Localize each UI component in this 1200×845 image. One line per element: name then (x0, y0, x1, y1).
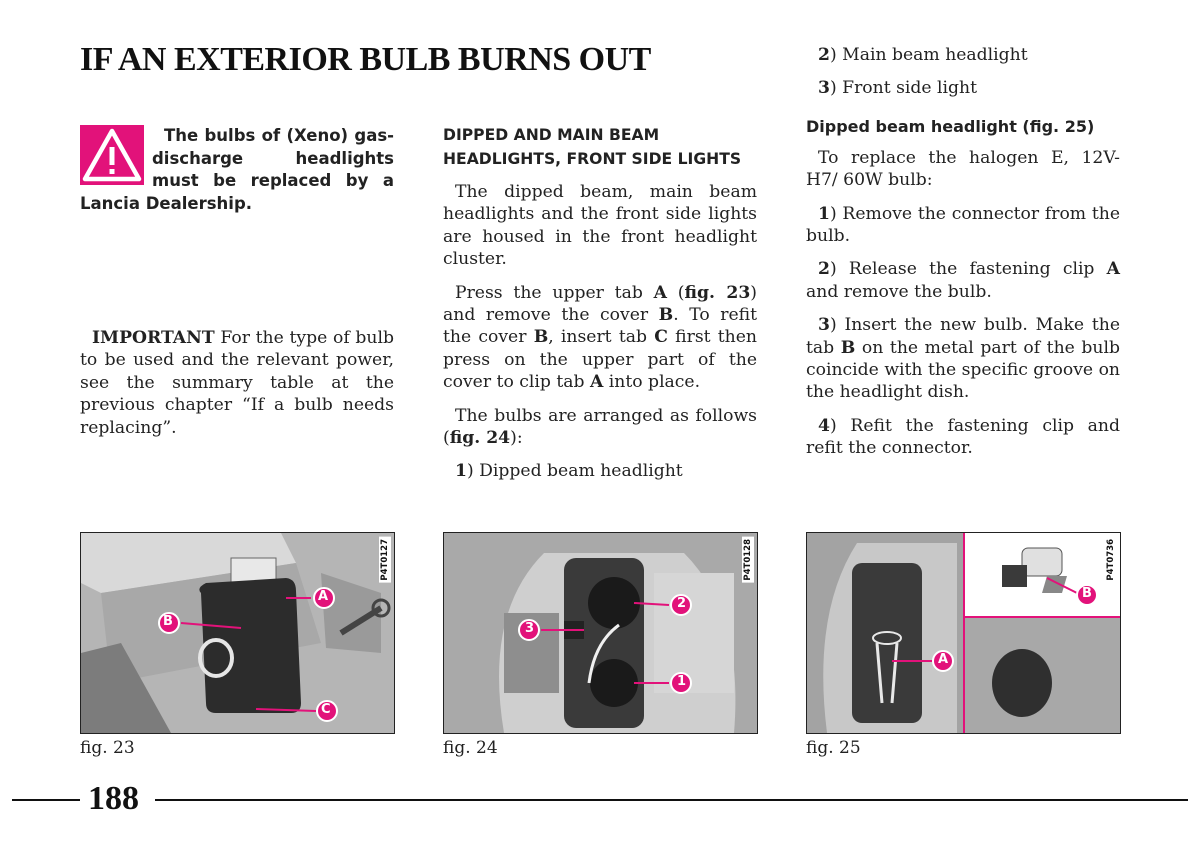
section-heading: DIPPED AND MAIN BEAM HEADLIGHTS, FRONT SIDE LIGHTS (443, 126, 742, 168)
warning-icon (80, 125, 144, 185)
column-3 (806, 44, 1120, 471)
footer-rule (155, 799, 1188, 801)
warning-block (80, 125, 394, 215)
footer-rule (12, 799, 80, 801)
step: 1) Remove the connector from the bulb. (806, 203, 1120, 247)
important-text: For the type of bulb to be used and the relevant power, see the summary table at the previous chapter “If a bulb needs replacing”. (80, 328, 394, 438)
step: 3) Insert the new bulb. Make the tab B on the metal part of the bulb coincide with the specific groove on the headlight dish. (806, 315, 1120, 403)
paragraph: Press the upper tab A (fig. 23) and remove the cover B. To refit the cover B, insert tab C first then press on the upper part of the cover to clip tab A into place. (443, 282, 758, 393)
figure-23 (80, 532, 395, 734)
figure-25 (806, 532, 1121, 734)
important-label: IMPORTANT (92, 328, 215, 348)
label-a: A (318, 589, 329, 604)
figure-caption: fig. 24 (443, 738, 498, 758)
bulb-layout-illustration (444, 533, 757, 733)
step: 2) Release the fastening clip A and remove the bulb. (806, 259, 1120, 302)
figure-caption: fig. 25 (806, 738, 861, 758)
label-a: A (938, 652, 949, 667)
page-title: IF AN EXTERIOR BULB BURNS OUT (80, 41, 651, 78)
column-2 (443, 123, 757, 494)
label-2: 2 (677, 596, 687, 611)
label-c: C (321, 702, 331, 717)
label-1: 1 (677, 674, 687, 689)
section-heading: Dipped beam headlight (fig. 25) (806, 116, 1095, 136)
warning-text: The bulbs of (Xeno) gas-discharge headlights must be replaced by a Lancia Dealership. (80, 126, 394, 213)
page-number: 188 (88, 780, 139, 817)
important-note (80, 327, 394, 450)
halogen-bulb-illustration (807, 533, 1120, 733)
step: 4) Refit the fastening clip and refit the connector. (806, 415, 1120, 459)
paragraph: The dipped beam, main beam headlights and the front side lights are housed in the front headlight cluster. (443, 182, 757, 270)
headlight-cover-illustration (81, 533, 394, 733)
label-b: B (1082, 586, 1092, 601)
figure-24 (443, 532, 758, 734)
figure-caption: fig. 23 (80, 738, 135, 758)
label-3: 3 (525, 621, 535, 636)
figure-code: P4T0736 (1106, 539, 1116, 581)
list-item: 3) Front side light (818, 78, 977, 99)
list-item: 1) Dipped beam headlight (455, 461, 683, 482)
paragraph: To replace the halogen E, 12V- H7/ 60W bulb: (806, 147, 1120, 191)
figure-code: P4T0128 (743, 539, 753, 581)
list-item: 2) Main beam headlight (818, 45, 1028, 65)
figure-code: P4T0127 (380, 539, 390, 581)
paragraph: The bulbs are arranged as follows (fig. 24): (443, 405, 757, 449)
label-b: B (163, 614, 173, 629)
